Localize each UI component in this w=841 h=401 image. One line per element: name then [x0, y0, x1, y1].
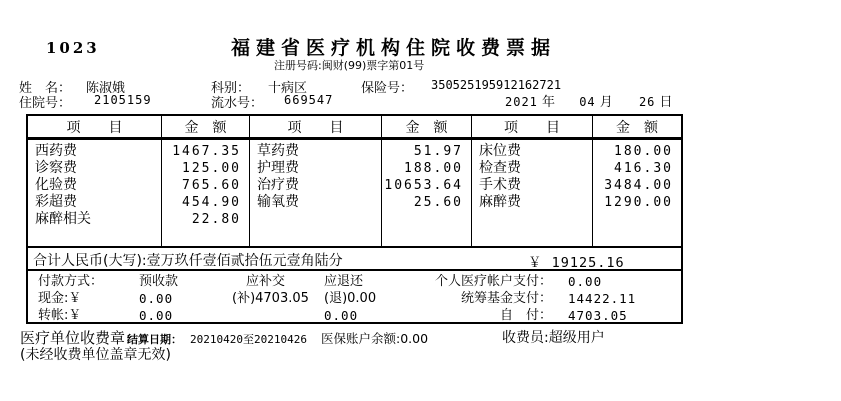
- date-month-unit: 月: [599, 95, 613, 110]
- fee-amount-column-1: [162, 140, 250, 246]
- header-amount-1: 金 额: [162, 116, 250, 137]
- header-item-2: 项 目: [250, 116, 382, 137]
- fee-amount: 3484.00: [604, 178, 673, 193]
- stamp-validity-note: (未经收费单位盖章无效): [20, 347, 171, 363]
- fee-table: [26, 114, 683, 324]
- date-day-unit: 日: [659, 95, 673, 110]
- self-pay-label: 自 付：: [499, 308, 552, 323]
- receipt-title: 福建省医疗机构住院收费票据: [231, 37, 557, 59]
- fee-item: 治疗费: [257, 177, 299, 193]
- fee-amount: 51.97: [413, 144, 463, 159]
- fee-item: 麻醉相关: [35, 211, 91, 227]
- fee-amount: 1467.35: [172, 144, 241, 159]
- fee-amount: 765.60: [182, 178, 241, 193]
- fee-item-column-3: [472, 140, 593, 246]
- personal-account-label: 个人医疗帐户支付：: [434, 274, 552, 289]
- transfer-refund-value: 0.00: [324, 308, 359, 323]
- fee-table-body: [28, 140, 681, 246]
- fee-item: [250, 211, 381, 228]
- fee-item-column-2: [250, 140, 382, 246]
- patient-name: 陈淑娥: [86, 81, 126, 96]
- settlement-date-label: 结算日期：: [127, 333, 182, 346]
- fee-amount: 188.00: [404, 161, 463, 176]
- fee-item: 麻醉费: [479, 194, 521, 210]
- supplement-value: (补)4703.05: [232, 291, 309, 306]
- fee-amount: 180.00: [614, 144, 673, 159]
- header-item-3: 项 目: [472, 116, 593, 137]
- fee-amount: 25.60: [413, 195, 463, 210]
- medicare-balance: 医保账户余额:0.00: [321, 331, 429, 346]
- billing-date: [505, 91, 673, 110]
- serial-number: 669547: [284, 93, 334, 107]
- supplement-label: 应补交: [246, 274, 286, 289]
- self-pay-value: 4703.05: [568, 308, 628, 323]
- name-label: 姓 名：: [19, 81, 72, 96]
- fee-amount: 22.80: [191, 212, 241, 227]
- payment-method-label: 付款方式：: [38, 274, 104, 289]
- personal-account-value: 0.00: [568, 274, 603, 289]
- date-month: 04: [579, 95, 596, 109]
- date-day: 26: [638, 95, 656, 109]
- cashier-name: 收费员:超级用户: [502, 330, 605, 346]
- payment-section: [28, 269, 681, 322]
- pooled-fund-label: 统筹基金支付：: [460, 291, 552, 306]
- fee-amount: 416.30: [614, 161, 673, 176]
- fee-item: 彩超费: [35, 194, 77, 210]
- payment-row-cash: [28, 290, 681, 307]
- fee-amount: 454.90: [182, 195, 241, 210]
- header-item-1: 项 目: [28, 116, 162, 137]
- fee-item: 化验费: [35, 177, 77, 193]
- cash-label: 现金:￥: [38, 291, 82, 306]
- header-amount-3: 金 额: [616, 119, 658, 136]
- fee-item: 输氧费: [257, 194, 299, 210]
- total-row: [28, 246, 681, 269]
- transfer-prepaid-value: 0.00: [139, 308, 174, 323]
- fee-item: 西药费: [35, 143, 77, 159]
- refund-value: (退)0.00: [324, 291, 377, 306]
- header-amount-2: 金 额: [382, 116, 472, 137]
- prepaid-label: 预收款: [139, 274, 179, 289]
- fee-amount: [593, 211, 681, 228]
- department-value: 十病区: [268, 81, 308, 96]
- date-year-unit: 年: [542, 95, 556, 110]
- fee-amount: [382, 211, 471, 228]
- fee-table-header: [28, 116, 681, 140]
- fee-item: 护理费: [257, 160, 299, 176]
- fee-item-column-1: [28, 140, 162, 246]
- payment-row-transfer: [28, 307, 681, 324]
- refund-label: 应退还: [324, 274, 364, 289]
- total-in-words: 合计人民币(大写):壹万玖仟壹佰贰拾伍元壹角陆分: [33, 253, 343, 269]
- fee-item: 诊察费: [35, 160, 77, 176]
- fee-item: [472, 211, 592, 228]
- payment-row-headers: [28, 273, 681, 290]
- serial-label: 流水号：: [211, 96, 264, 111]
- date-year: 2021: [505, 95, 538, 109]
- fee-item: 检查费: [479, 160, 521, 176]
- cash-prepaid-value: 0.00: [139, 291, 174, 306]
- total-amount: ￥ 19125.16: [528, 255, 625, 271]
- fee-amount-column-2: [382, 140, 472, 246]
- fee-amount-column-3: [593, 140, 681, 246]
- fee-item: 手术费: [479, 177, 521, 193]
- fee-amount: 125.00: [182, 161, 241, 176]
- unit-stamp-label: 医疗单位收费章：: [20, 329, 141, 347]
- insurance-number: 350525195912162721: [431, 78, 562, 92]
- insurance-label: 保险号：: [361, 81, 414, 96]
- form-number: 1023: [46, 39, 100, 57]
- fee-item: 草药费: [257, 143, 299, 159]
- transfer-label: 转帐:￥: [38, 308, 82, 323]
- fee-amount: 10653.64: [384, 178, 463, 193]
- admission-number: 2105159: [94, 93, 152, 107]
- registration-number: 注册号码:闽财(99)票字第01号: [274, 59, 425, 72]
- fee-item: 床位费: [479, 143, 521, 159]
- fee-amount: 1290.00: [604, 195, 673, 210]
- pooled-fund-value: 14422.11: [568, 291, 637, 306]
- admission-label: 住院号：: [19, 96, 72, 111]
- settlement-period: 20210420至20210426: [190, 333, 307, 346]
- department-label: 科别：: [211, 81, 251, 96]
